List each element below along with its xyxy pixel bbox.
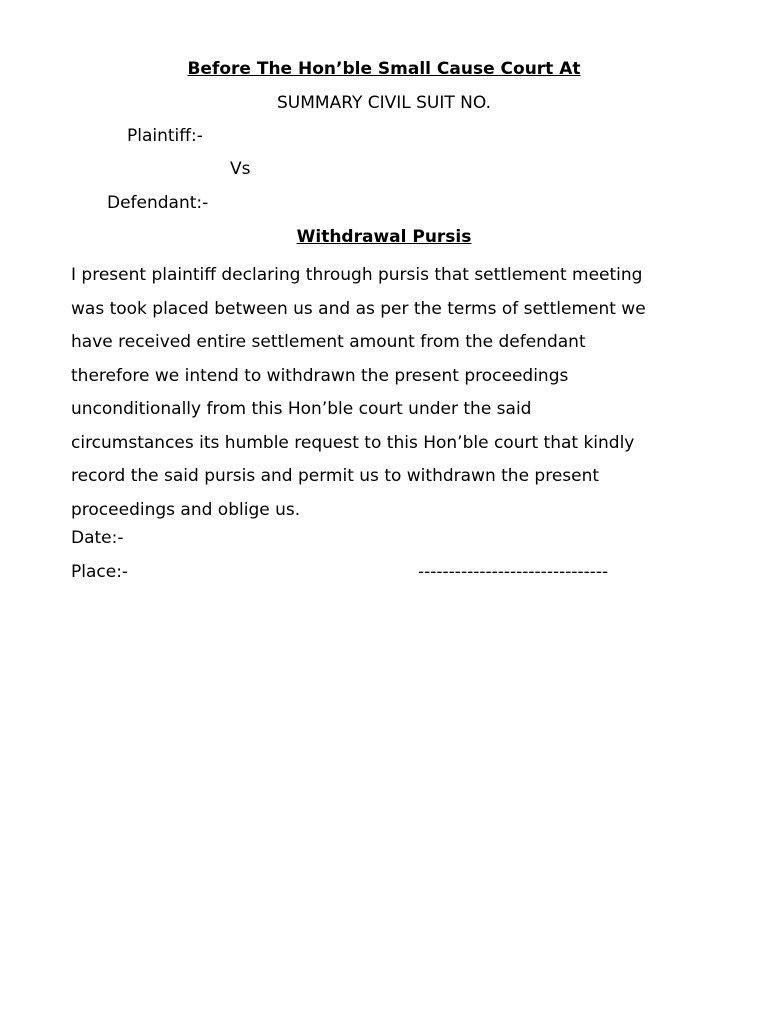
document-title: Withdrawal Pursis xyxy=(296,227,472,247)
versus-label: Vs xyxy=(230,159,251,179)
body-line: therefore we intend to withdrawn the present proceedings xyxy=(71,365,569,386)
body-line: circumstances its humble request to this Hon’ble court that kindly xyxy=(71,432,635,453)
body-line: proceedings and oblige us. xyxy=(71,499,301,520)
place-label: Place:- xyxy=(71,562,129,582)
body-line: was took placed between us and as per the terms of settlement we xyxy=(71,298,646,319)
date-label: Date:- xyxy=(71,528,124,548)
body-line: I present plaintiff declaring through pursis that settlement meeting xyxy=(71,265,643,285)
body-paragraph xyxy=(71,259,711,527)
plaintiff-label: Plaintiff:- xyxy=(127,126,203,146)
suit-number-line: SUMMARY CIVIL SUIT NO. xyxy=(277,93,491,113)
court-heading: Before The Hon’ble Small Cause Court At xyxy=(187,59,581,79)
body-line: have received entire settlement amount from the defendant xyxy=(71,332,586,352)
body-line: unconditionally from this Hon’ble court under the said xyxy=(71,399,532,419)
signature-line: ------------------------------- xyxy=(418,562,609,582)
body-line: record the said pursis and permit us to withdrawn the present xyxy=(71,466,600,486)
defendant-label: Defendant:- xyxy=(107,193,209,213)
